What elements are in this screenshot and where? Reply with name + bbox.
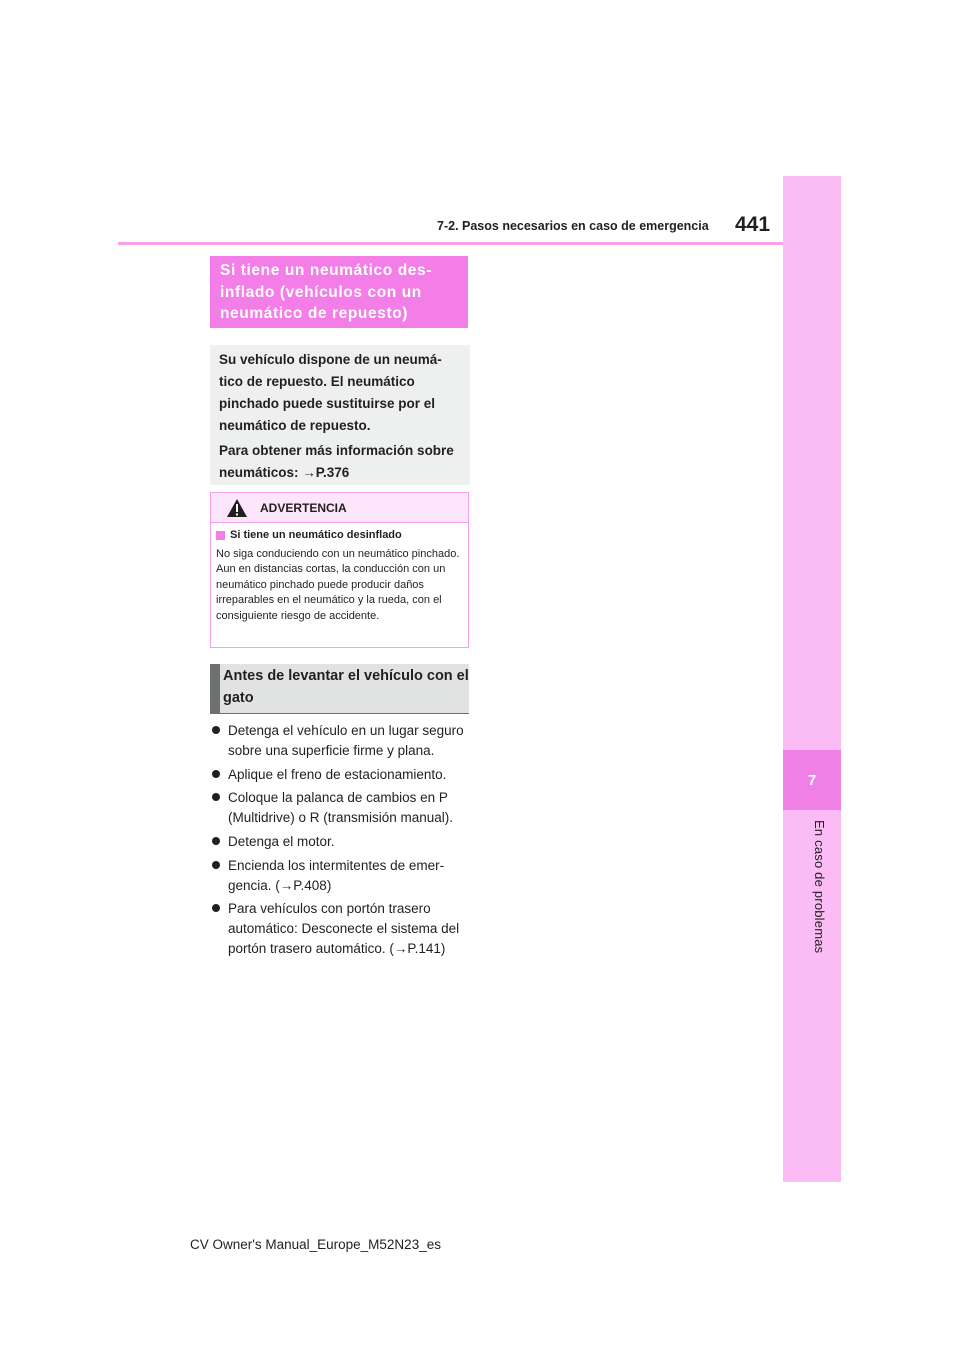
- footer-text: CV Owner's Manual_Europe_M52N23_es: [190, 1237, 441, 1252]
- list-item: Para vehículos con portón trasero automático: Desconecte el sistema del portón trasero automático. (→P.141): [210, 899, 472, 958]
- flat-tire-heading: Si tiene un neumático des-inflado (vehículos con un neumático de repuesto): [210, 256, 468, 328]
- warning-subtitle-text: Si tiene un neumático desinflado: [230, 529, 402, 541]
- before-jacking-list: [210, 721, 472, 963]
- header-divider: [118, 242, 783, 245]
- chapter-label: En caso de problemas: [812, 820, 827, 954]
- before-jacking-heading: Antes de levantar el vehículo con el gato: [210, 664, 469, 714]
- chapter-number: 7: [783, 750, 841, 810]
- warning-triangle-icon: [226, 498, 248, 518]
- warning-subtitle: [216, 528, 463, 544]
- warning-box: [210, 492, 469, 648]
- warning-body: [211, 523, 468, 624]
- warning-label: ADVERTENCIA: [260, 500, 347, 515]
- list-item: Detenga el vehículo en un lugar seguro sobre una superficie firme y plana.: [210, 721, 472, 761]
- summary-paragraph-1: Su vehículo dispone de un neumá-tico de repuesto. El neumático pinchado puede sustituirse por el neumático de repuesto.: [219, 352, 442, 433]
- warning-text: No siga conduciendo con un neumático pinchado. Aun en distancias cortas, la conducción con un neumático pinchado puede producir daños irreparables en el neumático y la rueda, con el consiguiente riesgo de accidente.: [216, 547, 460, 622]
- warning-header: [211, 493, 468, 523]
- section-title: 7-2. Pasos necesarios en caso de emergencia: [437, 219, 709, 233]
- flat-tire-summary: [210, 345, 470, 485]
- page-number: 441: [735, 213, 771, 236]
- list-item: Encienda los intermitentes de emer-gencia. (→P.408): [210, 856, 472, 896]
- list-item: Detenga el motor.: [210, 832, 472, 852]
- chapter-side-tab: [783, 176, 841, 1182]
- list-item: Aplique el freno de estacionamiento.: [210, 765, 472, 785]
- summary-paragraph-2: Para obtener más información sobre neumáticos: →P.376: [219, 443, 454, 480]
- square-bullet-icon: [216, 531, 225, 540]
- list-item: Coloque la palanca de cambios en P (Multidrive) o R (transmisión manual).: [210, 788, 472, 828]
